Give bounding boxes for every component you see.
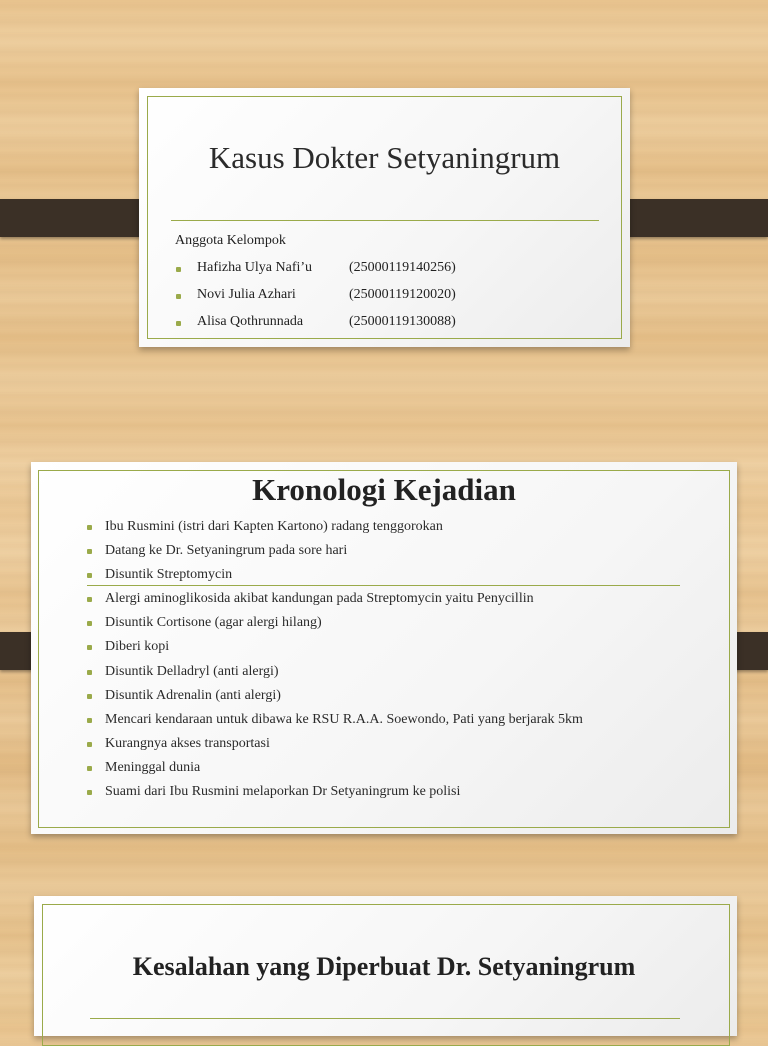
list-item: Disuntik Cortisone (agar alergi hilang) bbox=[85, 611, 583, 635]
member-id: (25000119140256) bbox=[349, 260, 456, 275]
chronology-list bbox=[85, 515, 583, 804]
list-item: Mencari kendaraan untuk dibawa ke RSU R.A.A. Soewondo, Pati yang berjarak 5km bbox=[85, 708, 583, 732]
list-item: Disuntik Adrenalin (anti alergi) bbox=[85, 684, 583, 708]
slide3-divider bbox=[90, 1018, 680, 1019]
list-item: Alergi aminoglikosida akibat kandungan pada Streptomycin yaitu Penycillin bbox=[85, 587, 583, 611]
list-item: Datang ke Dr. Setyaningrum pada sore hari bbox=[85, 539, 583, 563]
bullet-icon bbox=[87, 718, 92, 723]
list-item: Ibu Rusmini (istri dari Kapten Kartono) radang tenggorokan bbox=[85, 515, 583, 539]
list-item: Kurangnya akses transportasi bbox=[85, 732, 583, 756]
slide1-title: Kasus Dokter Setyaningrum bbox=[208, 140, 561, 175]
list-item: Disuntik Delladryl (anti alergi) bbox=[85, 660, 583, 684]
slide2-title: Kronologi Kejadian bbox=[252, 472, 516, 507]
slide1-right-bar bbox=[613, 199, 768, 237]
member-name: Hafizha Ulya Nafi’u bbox=[197, 260, 313, 275]
group-label: Anggota Kelompok bbox=[175, 233, 286, 248]
bullet-icon bbox=[87, 790, 92, 795]
member-id: (25000119120020) bbox=[349, 287, 456, 302]
slide-1[interactable] bbox=[139, 88, 630, 347]
bullet-icon bbox=[87, 766, 92, 771]
bullet-icon bbox=[87, 670, 92, 675]
bullet-icon bbox=[176, 321, 181, 326]
list-item: Diberi kopi bbox=[85, 635, 583, 659]
list-item: Suami dari Ibu Rusmini melaporkan Dr Setyaningrum ke polisi bbox=[85, 780, 583, 804]
slide1-divider bbox=[171, 220, 599, 221]
bullet-icon bbox=[87, 645, 92, 650]
bullet-icon bbox=[87, 597, 92, 602]
bullet-icon bbox=[176, 267, 181, 272]
list-item: Meninggal dunia bbox=[85, 756, 583, 780]
bullet-icon bbox=[87, 694, 92, 699]
bullet-icon bbox=[87, 549, 92, 554]
slide1-left-bar bbox=[0, 199, 156, 237]
member-name: Alisa Qothrunnada bbox=[197, 314, 304, 329]
bullet-icon bbox=[87, 742, 92, 747]
slide3-title: Kesalahan yang Diperbuat Dr. Setyaningrum bbox=[132, 952, 636, 981]
bullet-icon bbox=[87, 573, 92, 578]
member-name: Novi Julia Azhari bbox=[197, 287, 296, 302]
bullet-icon bbox=[176, 294, 181, 299]
bullet-icon bbox=[87, 621, 92, 626]
bullet-icon bbox=[87, 525, 92, 530]
member-id: (25000119130088) bbox=[349, 314, 456, 329]
list-item: Disuntik Streptomycin bbox=[85, 563, 583, 587]
